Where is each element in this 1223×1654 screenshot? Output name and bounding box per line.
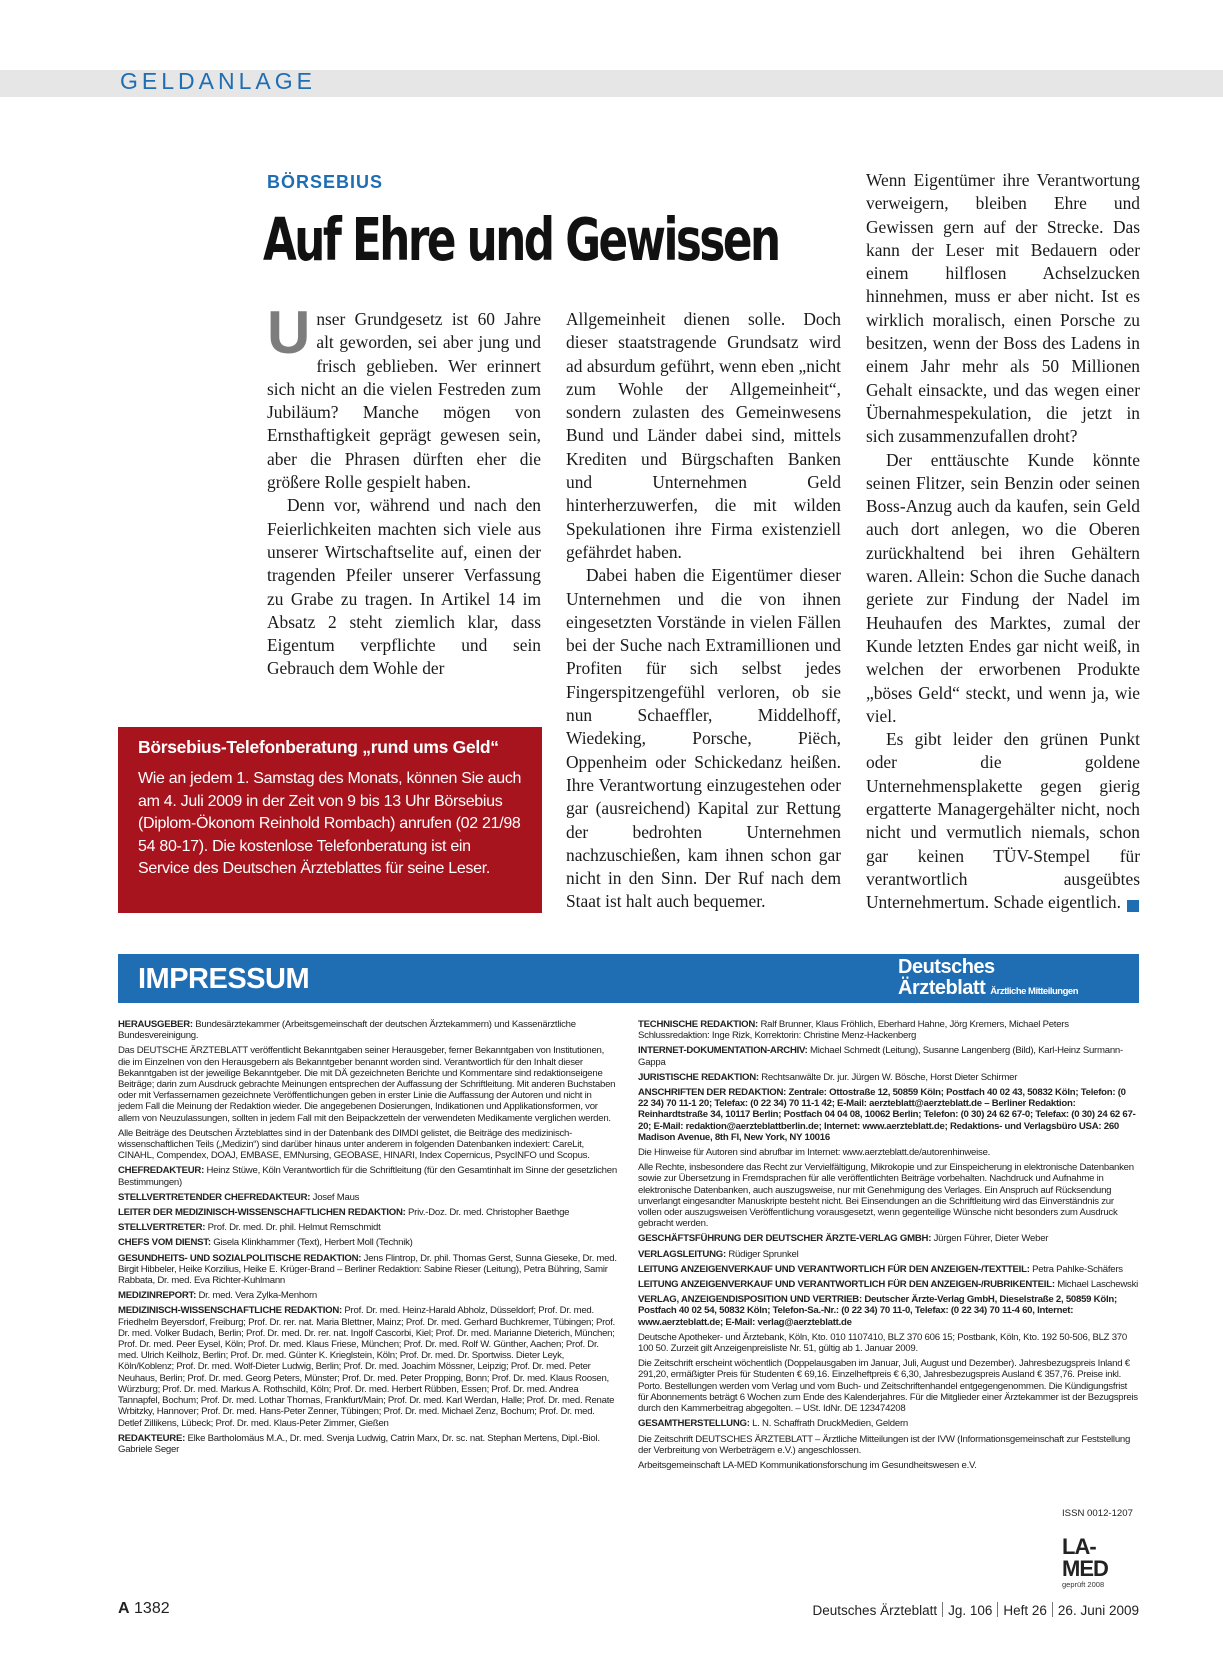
lamed-badge: [1062, 1536, 1140, 1589]
impressum-entry-label: HERAUSGEBER:: [118, 1019, 193, 1030]
divider: [1052, 1602, 1053, 1617]
footer-journal: Deutsches Ärzteblatt: [812, 1603, 938, 1618]
end-mark: [1127, 900, 1139, 912]
footer-citation: [813, 1602, 1139, 1618]
footer-date: 26. Juni 2009: [1057, 1603, 1139, 1618]
article-kicker: BÖRSEBIUS: [267, 172, 384, 192]
impressum-entry: [118, 1433, 618, 1455]
info-box-text: Wie an jedem 1. Samstag des Monats, können Sie auch am 4. Juli 2009 in der Zeit von 9 bis 13 Uhr Börsebius (Diplom-Ökonom Reinhold Rombach) anrufen (02 21/98 54 80-17). Die kostenlose Telefonberatung ist ein Service des Deutschen Ärzteblattes für seine Leser.: [138, 770, 522, 877]
impressum-entry-label: CHEFS VOM DIENST:: [118, 1237, 211, 1249]
impressum-entry: [118, 1128, 618, 1162]
impressum-entry-text: Arbeitsgemeinschaft LA-MED Kommunikationsforschung im Gesundheitswesen e.V.: [638, 1459, 977, 1471]
impressum-entry-text: Prof. Dr. med. Dr. phil. Helmut Remschmidt: [207, 1222, 381, 1234]
page-number: [118, 1600, 170, 1618]
impressum-entry-label: LEITUNG ANZEIGENVERKAUF UND VERANTWORTLICH FÜR DEN ANZEIGEN-/TEXTTEIL:: [638, 1263, 1030, 1275]
footer-volume: Jg. 106: [948, 1603, 993, 1618]
article-paragraph: Allgemeinheit dienen solle. Doch dieser staatstragende Grundsatz wird ad absurdum geführt, wenn eben „nicht zum Wohle der Allgemeinheit“, sondern zulasten des Gemeinwesens Bund und Länder dabei sind, mittels Krediten und Bürgschaften Banken und Unternehmen Geld hinterherzuwerfen, die mit wilden Spekulationen ihre Firma existenziell gefährdet haben.: [566, 309, 841, 562]
page-number-value: 1382: [134, 1600, 170, 1617]
impressum-entry: [638, 1147, 1138, 1158]
divider: [997, 1602, 998, 1617]
impressum-entry: [118, 1305, 618, 1428]
impressum-entry: [118, 1237, 618, 1248]
journal-logo: [898, 956, 1078, 1002]
article-column-3: [866, 169, 1140, 915]
article-column-2: [566, 308, 841, 914]
article-column-1: [267, 299, 541, 681]
impressum-entry-text: Alle Rechte, insbesondere das Recht zur Vervielfältigung, Mikrokopie und zur Einspeicherung in elektronische Datenbanken sowie zur Übersetzung in Fremdsprachen für alle veröffentlichten Beiträge vorbehalten. Nachdruck und Aufnahme in elektronische Datenbanken, auch auszugsweise, nur mit Genehmigung des Verlages. Ein Anspruch auf Rücksendung unverlangt eingesandter Manuskripte besteht nicht. Bei Einsendungen an die Schriftleitung wird das Einverständnis zur vollen oder auszugsweisen Veröffentlichung vorausgesetzt, wenn gegenteilige Wünsche nicht besonders zum Ausdruck gebracht werden.: [638, 1162, 1134, 1230]
impressum-entry: [118, 1165, 618, 1187]
drop-cap: U: [267, 299, 311, 366]
impressum-title: IMPRESSUM: [138, 963, 310, 995]
impressum-entry: [638, 1233, 1138, 1244]
impressum-entry: [118, 1019, 618, 1041]
article-paragraph: Denn vor, während und nach den Feierlichkeiten machten sich viele aus unserer Wirtschaftselite auf, einen der tragenden Pfeiler unserer Verfassung zu Grabe zu tragen. In Artikel 14 im Absatz 2 steht ziemlich klar, dass Eigentum verpflichte und sein Gebrauch dem Wohle der: [267, 495, 541, 679]
impressum-entry-label: GESAMTHERSTELLUNG:: [638, 1418, 750, 1430]
impressum-entry-label: GESCHÄFTSFÜHRUNG DER DEUTSCHER ÄRZTE-VERLAG GMBH:: [638, 1233, 932, 1245]
impressum-entry-label: VERLAGSLEITUNG:: [638, 1248, 726, 1260]
impressum-entry: [638, 1434, 1138, 1456]
impressum-entry: [118, 1045, 618, 1123]
impressum-entry-label: STELLVERTRETENDER CHEFREDAKTEUR:: [118, 1191, 311, 1203]
impressum-entry-text: Rechtsanwälte Dr. jur. Jürgen W. Bösche, Horst Dieter Schirmer: [761, 1071, 1018, 1083]
impressum-entry: [638, 1460, 1138, 1471]
issn: ISSN 0012-1207: [1062, 1508, 1133, 1519]
impressum-entry: [638, 1045, 1138, 1067]
section-label: GELDANLAGE: [120, 68, 316, 94]
impressum-entry: [638, 1019, 1138, 1041]
article-paragraph: Dabei haben die Eigentümer dieser Unternehmen und die von ihnen eingesetzten Vorstände in vielen Fällen bei der Suche nach Extramillionen und Profiten für sich selbst jedes Fingerspitzengefühl verloren, ob sie nun Schaeffler, Middelhoff, Wiedeking, Porsche, Piëch, Oppenheim oder Schickedanz heißen. Ihre Verantwortung einzugestehen oder gar (ausreichend) Kapital zur Rettung der bedrohten Unternehmen nachzuschießen, kam ihnen schon gar nicht in den Sinn. Der Ruf nach dem Staat ist halt auch bequemer.: [566, 565, 841, 912]
impressum-entry-text: Dr. med. Vera Zylka-Menhorn: [198, 1290, 318, 1302]
impressum-entry-text: Petra Pahlke-Schäfers: [1032, 1263, 1123, 1275]
impressum-entry: [638, 1294, 1138, 1328]
impressum-entry-text: Rüdiger Sprunkel: [728, 1248, 799, 1260]
article-title: Auf Ehre und Gewissen: [263, 205, 779, 274]
impressum-entry-text: Die Hinweise für Autoren sind abrufbar im Internet: www.aerzteblatt.de/autorenhinweise.: [638, 1147, 991, 1159]
impressum-entry-text: Elke Bartholomäus M.A., Dr. med. Svenja Ludwig, Catrin Marx, Dr. sc. nat. Stephan Mertens, Dipl.-Biol. Gabriele Seger: [118, 1432, 600, 1455]
impressum-entry: [118, 1290, 618, 1301]
impressum-entry-text: Ralf Brunner, Klaus Fröhlich, Eberhard Hahne, Jörg Kremers, Michael Peters Schlussredaktion: Inge Rizk, Korrektorin: Christine Menz-Hackenberg: [638, 1019, 1069, 1042]
article-paragraph: Es gibt leider den grünen Punkt oder die goldene Unternehmensplakette gegen gierig ergatterte Managergehälter nicht, noch nicht und vermutlich niemals, schon gar keinen TÜV-Stempel für verantwortlich ausgeübtes Unternehmertum. Schade eigentlich.: [866, 729, 1140, 913]
page-prefix: A: [118, 1600, 130, 1617]
info-box: [118, 727, 542, 913]
impressum-entry-label: VERLAG, ANZEIGENDISPOSITION UND VERTRIEB: Deutscher Ärzte-Verlag GmbH, Dieselstraße 2, 50859 Köln; Postfach 40 02 54, 50832 Köln; Telefon-Sa.-Nr.: (0 22 34) 70 11-0, Telefax: (0 22 34) 70 11-4 60, Internet: www.aerzteblatt.de; E-Mail: verlag@aerzteblatt.de: [638, 1294, 1117, 1328]
impressum-entry-text: Die Zeitschrift DEUTSCHES ÄRZTEBLATT – Ärztliche Mitteilungen ist der IVW (Informationsgemeinschaft zur Feststellung der Verbreitung von Werbeträgern e.V.) angeschlossen.: [638, 1433, 1131, 1456]
impressum-header: [118, 954, 1139, 1003]
impressum-entry-label: ANSCHRIFTEN DER REDAKTION: Zentrale: Ottostraße 12, 50859 Köln; Postfach 40 02 43, 50832 Köln; Telefon: (0 22 34) 70 11-1 20; Telefax: (0 22 34) 70 11-1 42; E-Mail: aerzteblatt@aerzteblatt.de – Berliner Redaktion: Reinhardtstraße 34, 10117 Berlin; Postfach 04 04 08, 10062 Berlin; Telefon: (0 30) 24 62 67-0; Telefax: (0 30) 24 62 67-20; E-Mail: redaktion@aerzteblattberlin.de; Internet: www.aerzteblatt.de; Redaktions- und Verlagsbüro USA: 260 Madison Avenue, 8th Fl, New York, NY 10016: [638, 1087, 1136, 1143]
article-paragraph: Wenn Eigentümer ihre Verantwortung verweigern, bleiben Ehre und Gewissen gern auf der Strecke. Das kann der Leser mit Bedauern oder einem hilflosen Achselzucken hinnehmen, muss er aber nicht. Ist es wirklich moralisch, einen Porsche zu besitzen, wenn der Boss des Ladens in einem Jahr mehr als 50 Millionen Gehalt einsackte, und das wegen einer Übernahmespekulation, die jetzt in sich zusammenzufallen droht?: [866, 170, 1140, 447]
impressum-entry-label: STELLVERTRETER:: [118, 1222, 206, 1234]
impressum-entry: [638, 1264, 1138, 1275]
impressum-entry-text: Gisela Klinkhammer (Text), Herbert Moll (Technik): [213, 1237, 413, 1249]
impressum-entry-text: Alle Beiträge des Deutschen Ärzteblattes sind in der Datenbank des DIMDI gelistet, die Beiträge des medizinisch-wissenschaftlichen Teils („Medizin“) sind darüber hinaus unter anderem in folgenden Datenbanken indexiert: CareLit, CINAHL, Compendex, DOAJ, EMBASE, EMNursing, GEOBASE, HINARI, Index Copernicus, PsycINFO und Scopus.: [118, 1127, 590, 1162]
impressum-entry-text: L. N. Schaffrath DruckMedien, Geldern: [752, 1418, 909, 1430]
impressum-entry: [638, 1358, 1138, 1414]
impressum-entry-text: Deutsche Apotheker- und Ärztebank, Köln, Kto. 010 1107410, BLZ 370 606 15; Postbank, Köln, Kto. 192 50-506, BLZ 370 100 50. Zurzeit gilt Anzeigenpreisliste Nr. 51, gültig ab 1. Januar 2009.: [638, 1331, 1127, 1355]
impressum-entry-text: Priv.-Doz. Dr. med. Christopher Baethge: [408, 1207, 570, 1219]
impressum-entry-label: CHEFREDAKTEUR:: [118, 1165, 205, 1177]
impressum-entry: [638, 1249, 1138, 1260]
logo-line-2-text: Ärzteblatt: [898, 977, 986, 999]
impressum-right-column: [638, 1019, 1138, 1475]
logo-line-2: [898, 978, 1078, 1002]
impressum-entry-label: GESUNDHEITS- UND SOZIALPOLITISCHE REDAKTION:: [118, 1252, 362, 1264]
impressum-entry: [118, 1222, 618, 1233]
footer-issue: Heft 26: [1003, 1603, 1047, 1618]
info-box-title: Börsebius-Telefonberatung „rund ums Geld“: [138, 737, 499, 757]
impressum-entry-text: Michael Laschewski: [1057, 1279, 1139, 1291]
article-paragraph: Der enttäuschte Kunde könnte seinen Flitzer, sein Benzin oder seinen Boss-Anzug auch da kaufen, sein Geld auch dort anlegen, wo die Oberen zurückhaltend bei ihren Gehältern waren. Allein: Schon die Suche danach geriete zur Findung der Nadel im Heuhaufen des Marktes, zumal der Kunde letzten Endes gar nicht weiß, in welchen der erworbenen Produkte „böses Geld“ steckt, und wenn ja, wie viel.: [866, 449, 1140, 726]
impressum-entry: [118, 1192, 618, 1203]
impressum-entry-text: Jens Flintrop, Dr. phil. Thomas Gerst, Sunna Gieseke, Dr. med. Birgit Hibbeler, Heike Korzilius, Heike E. Krüger-Brand – Berliner Redaktion: Sabine Rieser (Leitung), Petra Bühring, Samir Rabbata, Dr. med. Eva Richter-Kuhlmann: [118, 1252, 617, 1287]
lamed-logo: LA-MED: [1062, 1534, 1108, 1581]
impressum-entry-label: LEITUNG ANZEIGENVERKAUF UND VERANTWORTLICH FÜR DEN ANZEIGEN-/RUBRIKENTEIL:: [638, 1279, 1055, 1291]
impressum-entry: [638, 1087, 1138, 1143]
impressum-entry-text: Heinz Stüwe, Köln Verantwortlich für die Schriftleitung (für den Gesamtinhalt im Sinne der gesetzlichen Bestimmungen): [118, 1165, 617, 1188]
impressum-entry-text: Das DEUTSCHE ÄRZTEBLATT veröffentlicht Bekanntgaben seiner Herausgeber, ferner Bekanntgaben von Institutionen, die im Einzelnen von den Herausgebern als Bekanntgeber benannt worden sind. Verantwortlich für den Inhalt dieser Bekanntgaben ist der jeweilige Bekanntgeber. Die mit DÄ gezeichneten Berichte und Kommentare sind redaktionseigene Beiträge; darin zum Ausdruck gebrachte Meinungen entsprechen der Auffassung der Schriftleitung. Mit anderen Buchstaben oder mit Verfassernamen gezeichnete Veröffentlichungen geben in erster Linie die Auffassung der Autoren und nicht in jedem Fall die Meinung der Redaktion wieder. Die angegebenen Dosierungen, Indikationen und Applikationsformen, vor allem von Neuzulassungen, sollten in jedem Fall mit den Beipackzetteln der verwendeten Medikamente verglichen werden.: [118, 1045, 616, 1124]
impressum-entry-text: Prof. Dr. med. Heinz-Harald Abholz, Düsseldorf; Prof. Dr. med. Friedhelm Beyersdorf, Freiburg; Prof. Dr. rer. nat. Maria Blettner, Mainz; Prof. Dr. med. Gerhard Buchkremer, Tübingen; Prof. Dr. med. Volker Budach, Berlin; Prof. Dr. med. Dr. rer. nat. Ingolf Cascorbi, Kiel; Prof. Dr. med. Marianne Dieterich, München; Prof. Dr. med. Peer Eysel, Köln; Prof. Dr. med. Klaus Friese, München; Prof. Dr. med. Rolf W. Günther, Aachen; Prof. Dr. med. Ulrich Keilholz, Berlin; Prof. Dr. med. Günter K. Krieglstein, Köln; Prof. Dr. med. Dr. Sportwiss. Dieter Leyk, Köln/Koblenz; Prof. Dr. med. Wolf-Dieter Ludwig, Berlin; Prof. Dr. med. Joachim Mössner, Leipzig; Prof. Dr. med. Peter Neuhaus, Berlin; Prof. Dr. med. Georg Peters, Münster; Prof. Dr. med. Peter Propping, Bonn; Prof. Dr. med. Klaus Roosen, Würzburg; Prof. Dr. med. Markus A. Rothschild, Köln; Prof. Dr. med. Herbert Rübben, Essen; Prof. Dr. med. Andrea Tannapfel, Bochum; Prof. Dr. med. Lothar Thomas, Frankfurt/Main; Prof. Dr. med. Karl Werdan, Halle; Prof. Dr. med. Renate Wrbitzky, Hannover; Prof. Dr. med. Hans-Peter Zenner, Tübingen; Prof. Dr. med. Michael Zenz, Bochum; Prof. Dr. med. Detlef Zillikens, Lübeck; Prof. Dr. med. Klaus-Peter Zimmer, Gießen: [118, 1305, 615, 1429]
impressum-entry-label: MEDIZINREPORT:: [118, 1290, 197, 1302]
impressum-entry-label: REDAKTEURE:: [118, 1432, 186, 1444]
impressum-entry-label: INTERNET-DOKUMENTATION-ARCHIV:: [638, 1045, 808, 1057]
impressum-entry-label: MEDIZINISCH-WISSENSCHAFTLICHE REDAKTION:: [118, 1305, 342, 1317]
impressum-entry: [638, 1162, 1138, 1229]
impressum-entry: [638, 1072, 1138, 1083]
lamed-subtitle: geprüft 2008: [1062, 1580, 1105, 1589]
impressum-entry: [118, 1253, 618, 1287]
impressum-entry-label: JURISTISCHE REDAKTION:: [638, 1071, 759, 1083]
impressum-left-column: [118, 1019, 618, 1459]
impressum-entry: [638, 1332, 1138, 1354]
impressum-entry: [638, 1279, 1138, 1290]
paragraph-text: nser Grundgesetz ist 60 Jahre alt geworden, sei aber jung und frisch geblieben. Wer erinnert sich nicht an die vielen Festreden zum Jubiläum? Manche mögen von Ernsthaftigkeit geprägt gewesen sein, aber die Phrasen dürften eher die größere Rolle gespielt haben.: [267, 309, 541, 493]
impressum-entry-text: Josef Maus: [312, 1191, 360, 1203]
impressum-entry-text: Michael Schmedt (Leitung), Susanne Langenberg (Bild), Karl-Heinz Surmann-Gappa: [638, 1045, 1123, 1068]
impressum-entry: [638, 1418, 1138, 1429]
divider: [942, 1602, 943, 1617]
logo-subtitle: Ärztliche Mitteilungen: [990, 986, 1078, 997]
logo-line-1: Deutsches: [898, 956, 995, 978]
impressum-entry-text: Die Zeitschrift erscheint wöchentlich (Doppelausgaben im Januar, Juli, August und Dezember). Jahresbezugspreis Inland € 291,20, ermäßigter Preis für Studenten € 69,16. Einzelheftpreis € 6,30, Jahresbezugspreis Ausland € 357,76. Preise inkl. Porto. Bestellungen werden vom Verlag und vom Buch- und Zeitschriftenhandel entgegengenommen. Die Kündigungsfrist für Abonnements beträgt 6 Wochen zum Ende des Kalenderjahres. Für die Mitglieder einer Ärztekammer ist der Bezugspreis durch den Kammerbeitrag abgegolten. – USt. IdNr. DE 123474208: [638, 1358, 1138, 1415]
impressum-entry-text: Bundesärztekammer (Arbeitsgemeinschaft der deutschen Ärztekammern) und Kassenärztliche Bundesvereinigung.: [118, 1019, 576, 1042]
impressum-entry-label: TECHNISCHE REDAKTION:: [638, 1019, 759, 1030]
impressum-entry: [118, 1207, 618, 1218]
article-paragraph: [267, 299, 541, 494]
impressum-entry-text: Jürgen Führer, Dieter Weber: [933, 1233, 1049, 1245]
impressum-entry-label: LEITER DER MEDIZINISCH-WISSENSCHAFTLICHEN REDAKTION:: [118, 1207, 406, 1219]
